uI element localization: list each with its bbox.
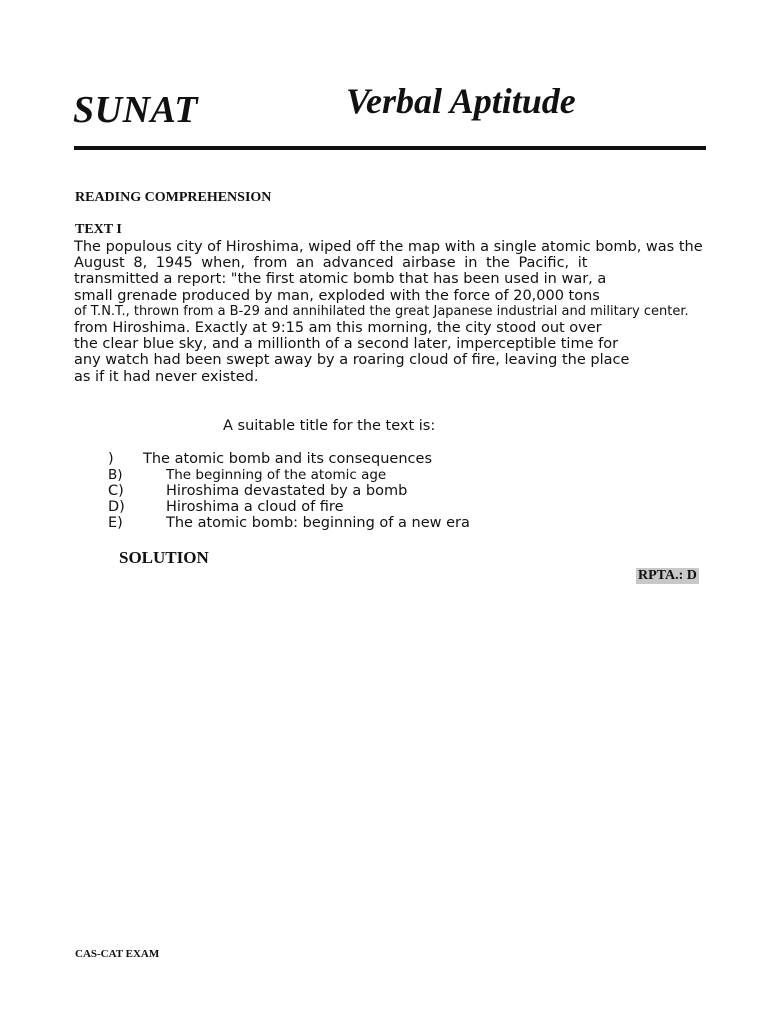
option-key: ) (108, 451, 114, 467)
option-key: C) (108, 483, 124, 499)
header-divider (74, 146, 706, 150)
solution-heading: SOLUTION (119, 548, 209, 567)
question-prompt: A suitable title for the text is: (223, 418, 436, 434)
passage-line: August 8, 1945 when, from an advanced airbase in the Pacific, it (74, 255, 588, 272)
passage-line: as if it had never existed. (74, 368, 259, 385)
answer-badge: RPTA.: D (638, 568, 697, 583)
page-title: Verbal Aptitude (346, 81, 576, 121)
section-heading: READING COMPREHENSION (75, 190, 272, 205)
option-key: E) (108, 515, 123, 531)
footer-label: CAS-CAT EXAM (75, 948, 160, 960)
brand-name: SUNAT (73, 89, 198, 131)
passage-line: The populous city of Hiroshima, wiped off the map with a single atomic bomb, was the (74, 239, 703, 255)
passage-line: of T.N.T., thrown from a B-29 and annihilated the great Japanese industrial and military center. (74, 303, 689, 319)
option-text: The atomic bomb: beginning of a new era (166, 515, 470, 531)
passage-line: from Hiroshima. Exactly at 9:15 am this morning, the city stood out over (74, 319, 602, 336)
passage-line: any watch had been swept away by a roaring cloud of fire, leaving the place (74, 352, 630, 369)
option-text: The beginning of the atomic age (166, 467, 387, 483)
text-label: TEXT I (75, 222, 122, 237)
option-text: Hiroshima devastated by a bomb (166, 483, 408, 499)
passage-line: transmitted a report: "the first atomic bomb that has been used in war, a (74, 271, 607, 288)
passage-line: small grenade produced by man, exploded with the force of 20,000 tons (74, 287, 600, 304)
option-text: Hiroshima a cloud of fire (166, 499, 344, 515)
option-key: D) (108, 499, 125, 515)
option-key: B) (108, 467, 123, 483)
option-text: The atomic bomb and its consequences (143, 451, 432, 467)
passage (74, 239, 703, 385)
passage-line: the clear blue sky, and a millionth of a second later, imperceptible time for (74, 336, 619, 353)
